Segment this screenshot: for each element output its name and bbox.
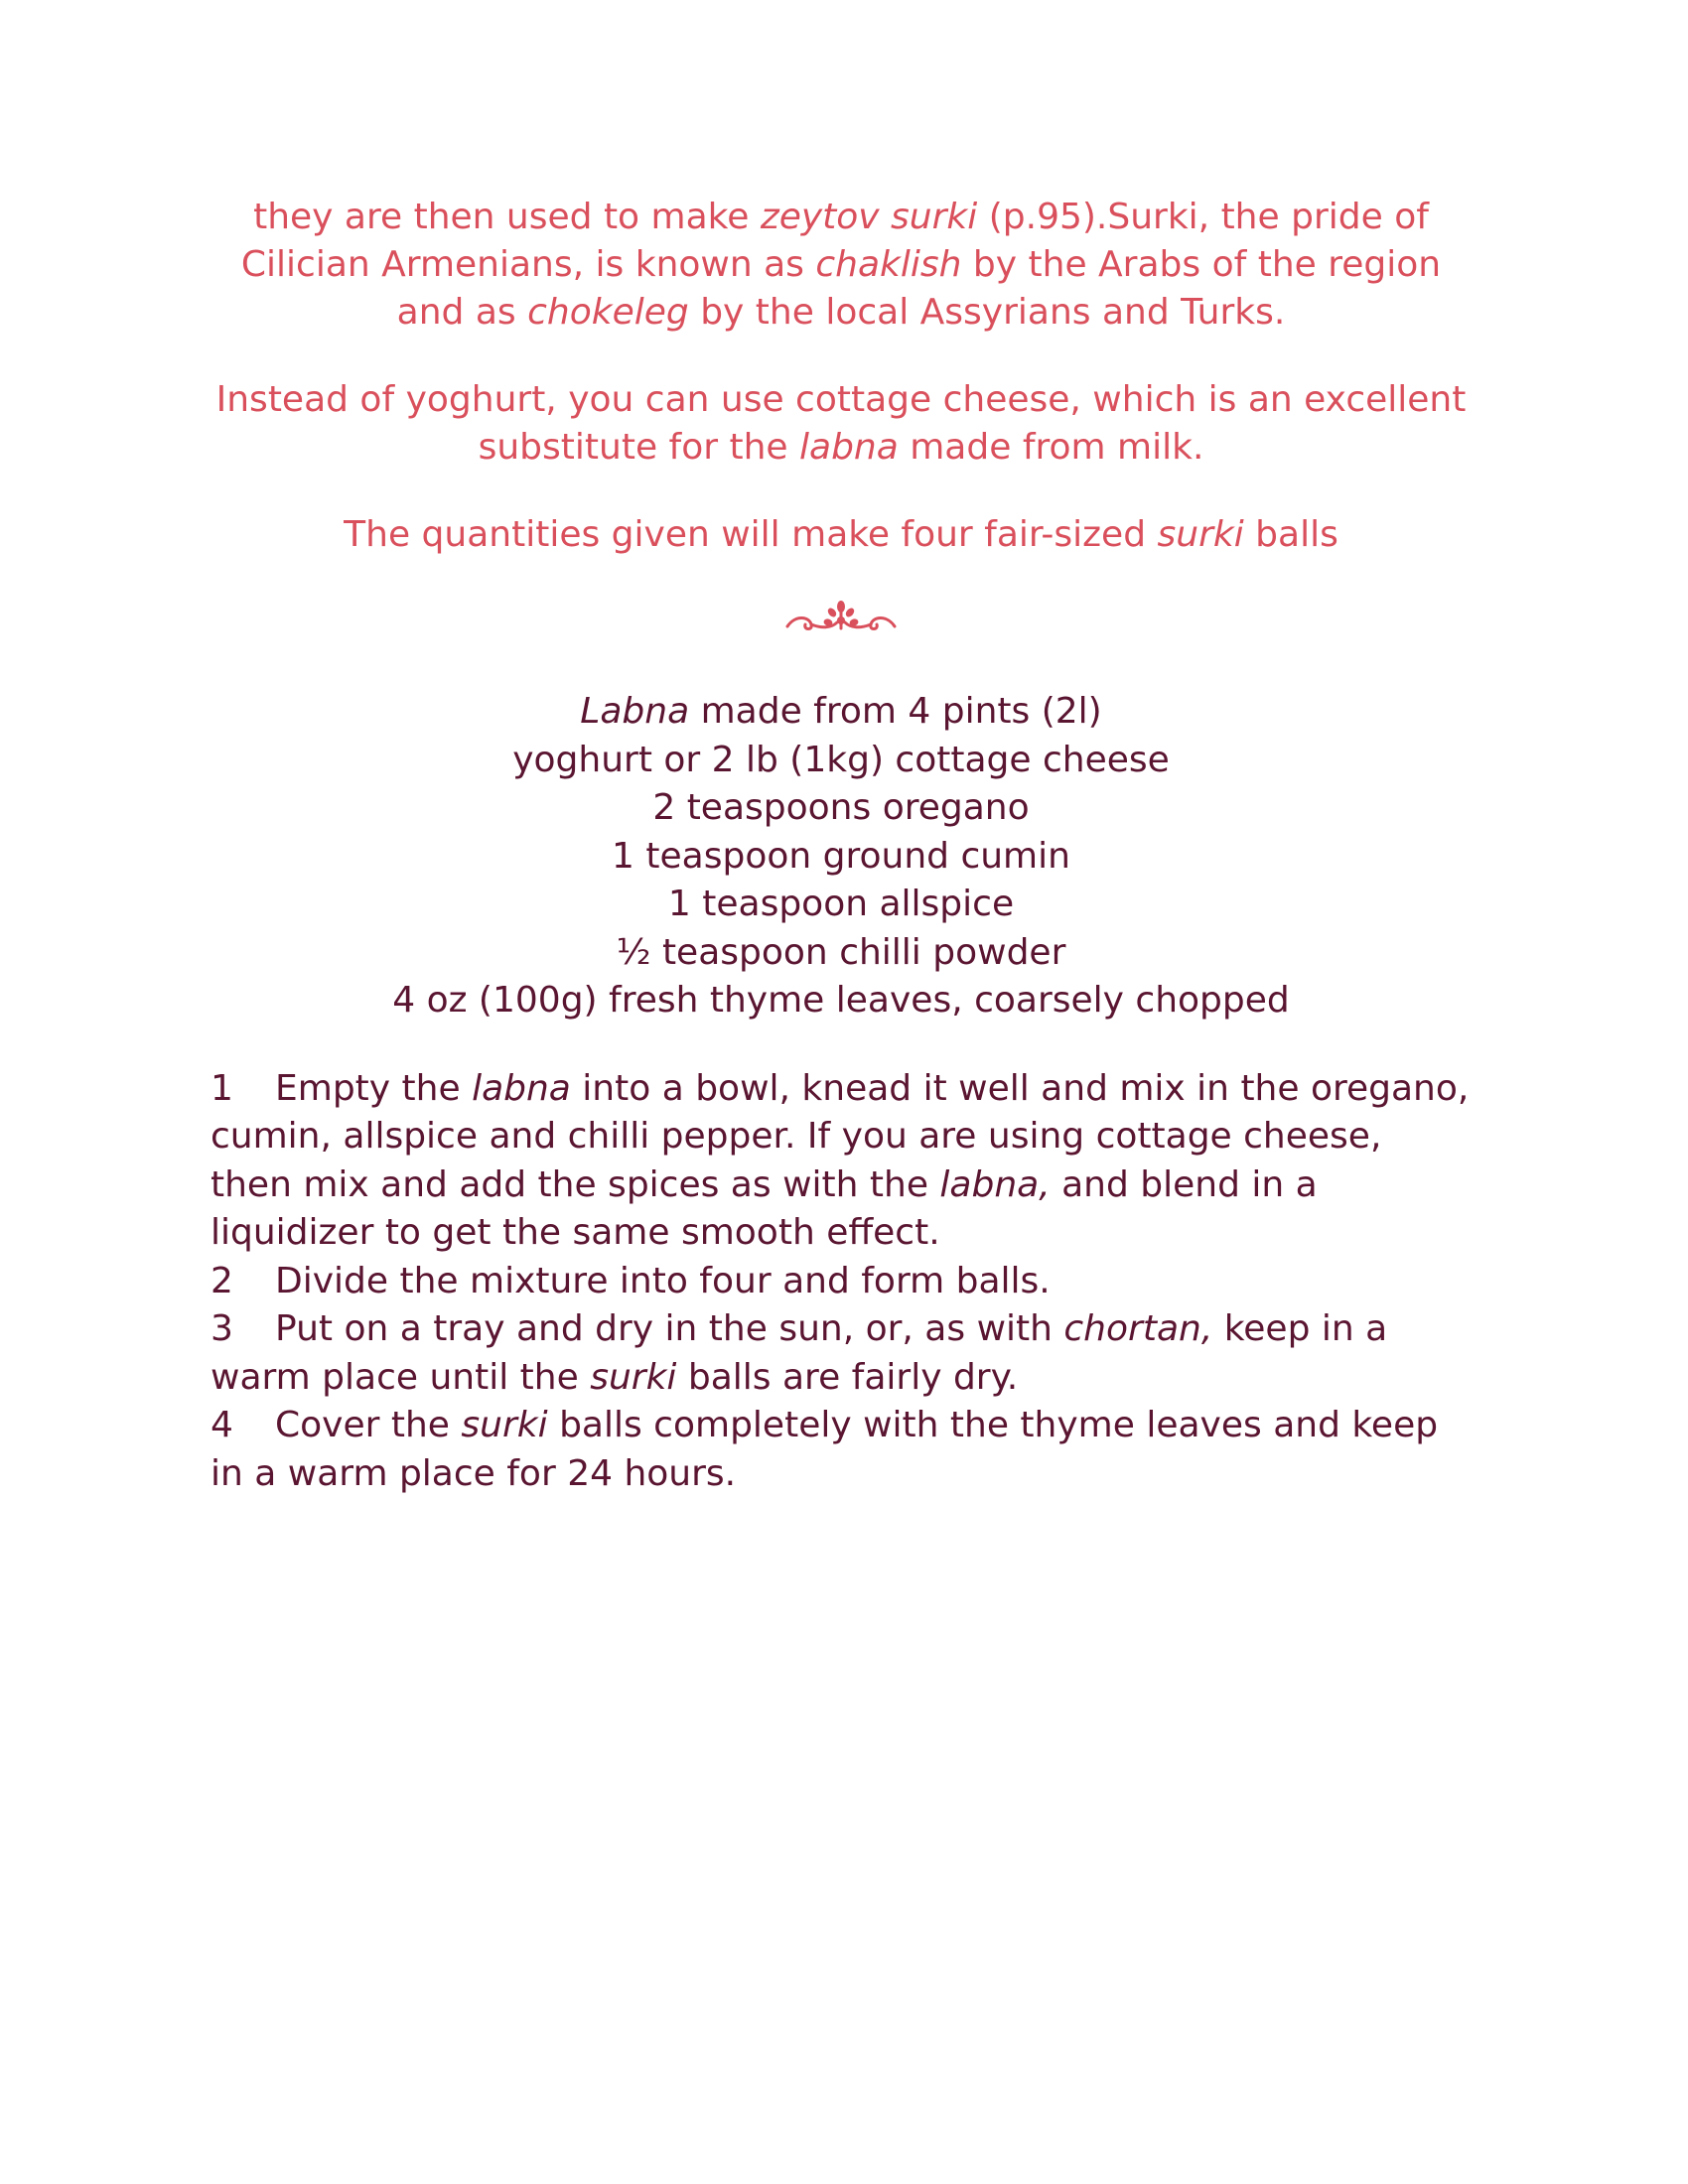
- ingredient-line: ½ teaspoon chilli powder: [616, 931, 1066, 973]
- method-step: 2 Divide the mixture into four and form balls.: [211, 1258, 1472, 1306]
- ingredient-line: 1 teaspoon ground cumin: [612, 835, 1070, 877]
- method-step: 3 Put on a tray and dry in the sun, or, as with chortan, keep in a warm place until the surki balls are fairly dry.: [211, 1305, 1472, 1402]
- step-number: 1: [211, 1067, 233, 1109]
- method-step: 4 Cover the surki balls completely with the thyme leaves and keep in a warm place for 24 hours.: [211, 1402, 1472, 1498]
- floral-ornament-icon: [781, 599, 901, 638]
- step-number: 4: [211, 1405, 233, 1445]
- method-step: 1 Empty the labna into a bowl, knead it well and mix in the oregano, cumin, allspice and chilli pepper. If you are using cottage cheese, then mix and add the spices as with the labna, and blend in a liquidizer to get the same smooth effect.: [211, 1065, 1472, 1258]
- ingredients-list: [211, 688, 1472, 1025]
- intro-paragraph-2: Instead of yoghurt, you can use cottage cheese, which is an excellent substitute for the labna made from milk.: [215, 379, 1467, 468]
- ingredient-line: 1 teaspoon allspice: [667, 884, 1015, 924]
- method-steps: [211, 1065, 1472, 1499]
- ingredient-line: yoghurt or 2 lb (1kg) cottage cheese: [512, 739, 1170, 780]
- ingredient-line: Labna made from 4 pints (2l): [580, 691, 1102, 732]
- step-number: 2: [211, 1260, 233, 1301]
- step-number: 3: [211, 1308, 233, 1349]
- intro-paragraph-3: The quantities given will make four fair-sized surki balls: [344, 514, 1338, 555]
- ornament-divider: [211, 599, 1472, 638]
- ingredient-line: 4 oz (100g) fresh thyme leaves, coarsely chopped: [392, 980, 1290, 1021]
- recipe-page: [211, 194, 1472, 1498]
- ingredient-line: 2 teaspoons oregano: [652, 787, 1030, 828]
- intro-paragraph-1: they are then used to make zeytov surki (p.95).Surki, the pride of Cilician Armenians, is known as chaklish by the Arabs of the region and as chokeleg by the local Assyrians and Turks.: [240, 197, 1442, 333]
